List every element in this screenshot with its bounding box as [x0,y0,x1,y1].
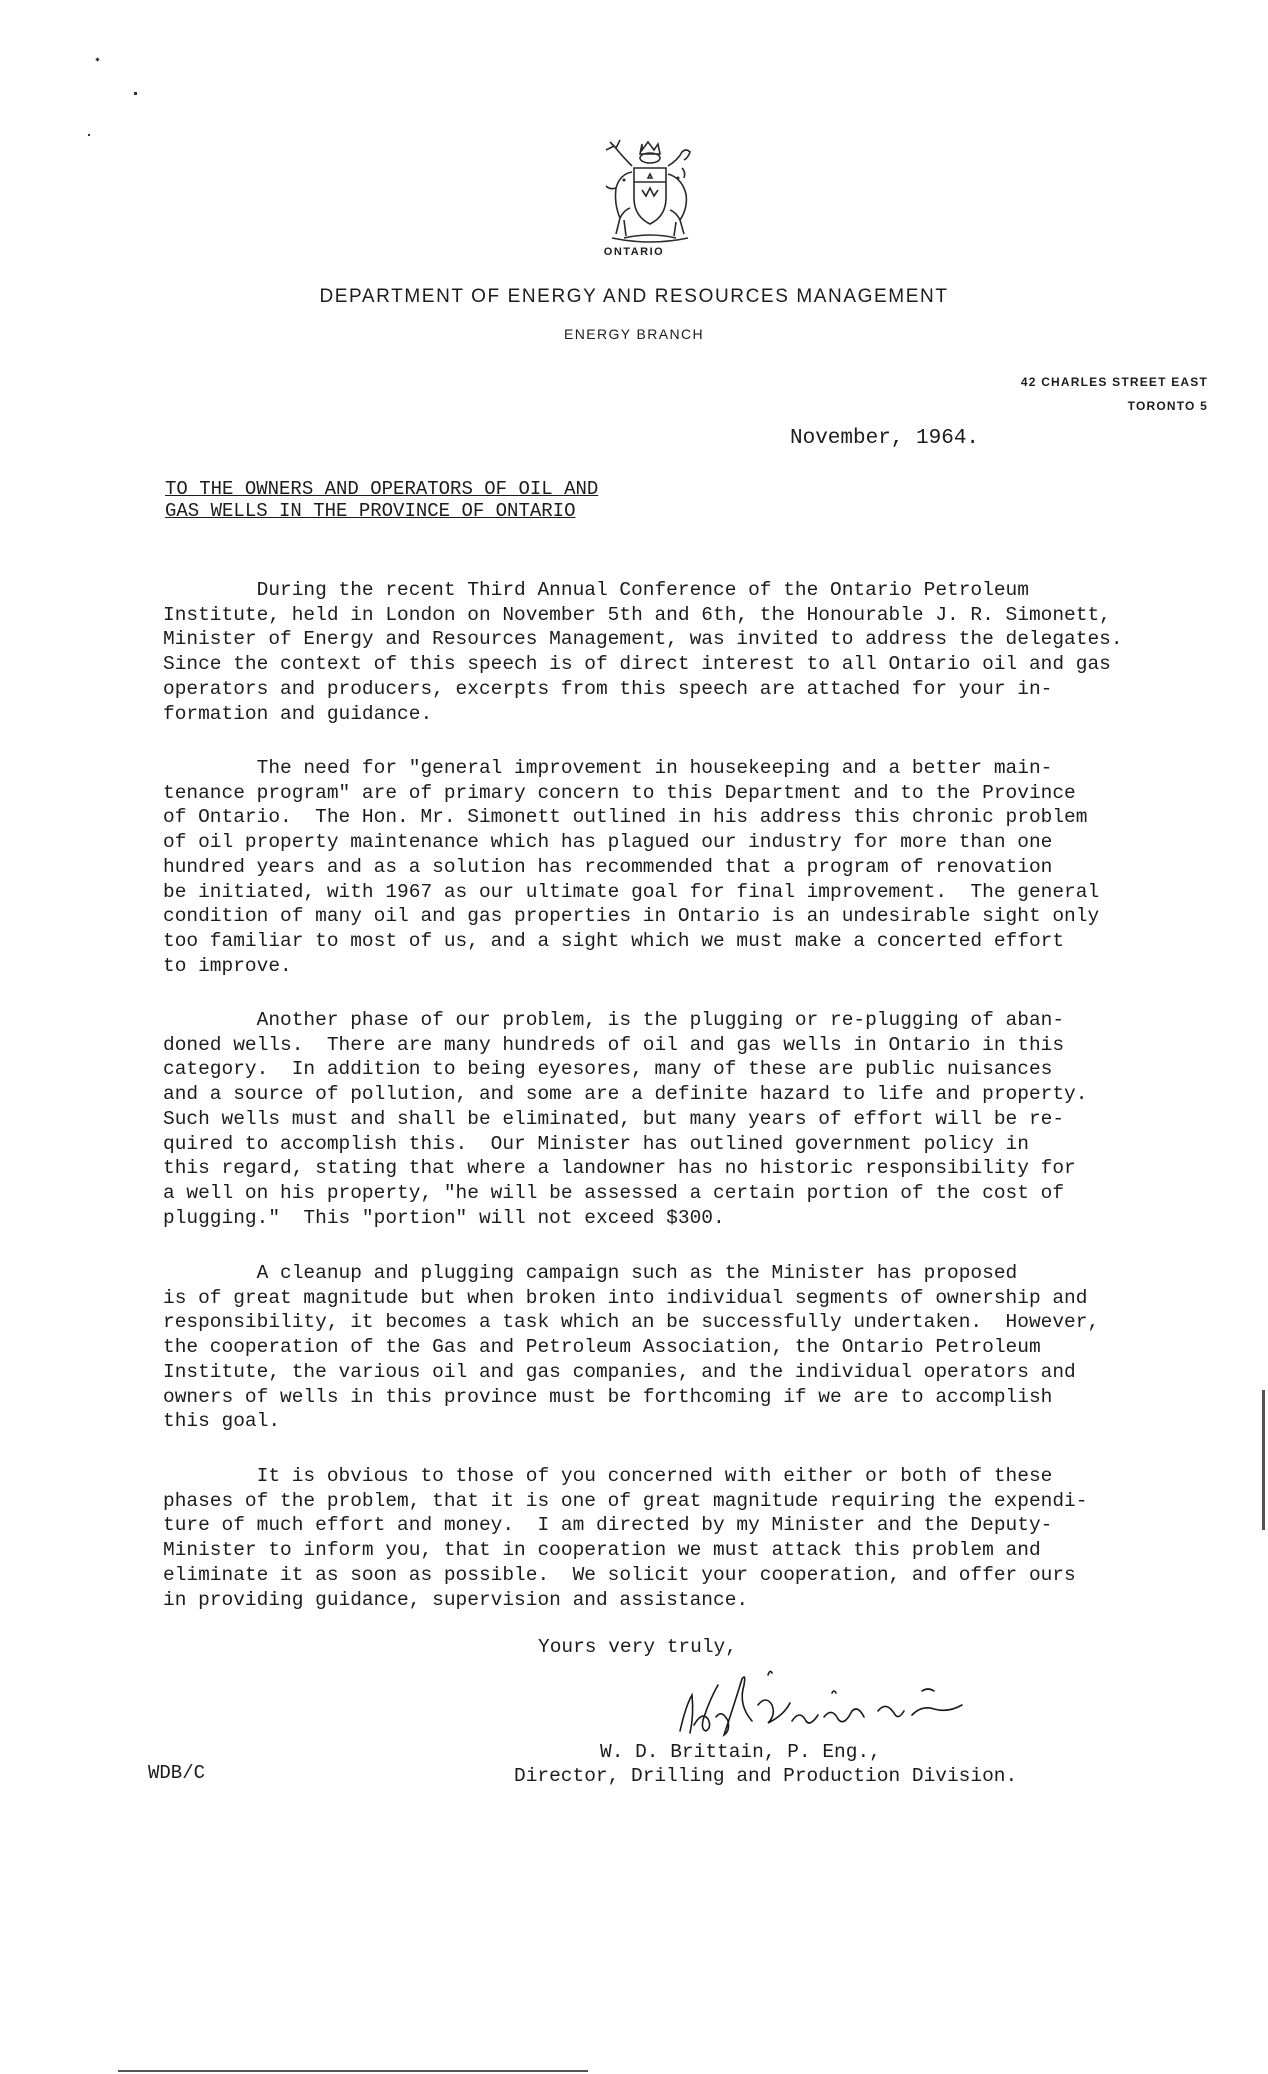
signer-name: W. D. Brittain, P. Eng., [600,1741,881,1763]
ontario-coat-of-arms-icon [594,138,706,250]
addressee-line: TO THE OWNERS AND OPERATORS OF OIL AND [165,478,599,500]
stray-mark [88,134,90,136]
addressee-line: GAS WELLS IN THE PROVINCE OF ONTARIO [165,500,576,522]
paragraph-line: to improve. [163,954,292,977]
paragraph-line: formation and guidance. [163,702,433,725]
paragraph-line: During the recent Third Annual Conference of the Ontario Petroleum [163,579,1029,601]
body-paragraph [163,756,1183,978]
paragraph-line: this regard, stating that where a landowner has no historic responsibility for [163,1157,1076,1180]
paragraph-line: be initiated, with 1967 as our ultimate goal for final improvement. The general [163,880,1100,903]
branch-name: ENERGY BRANCH [563,326,705,342]
paragraph-line: A cleanup and plugging campaign such as the Minister has proposed [163,1262,1018,1284]
closing-salutation: Yours very truly, [538,1636,737,1658]
paragraph-line: quired to accomplish this. Our Minister has outlined government policy in [163,1132,1029,1155]
handwritten-signature-icon [672,1665,1012,1745]
paragraph-line: phases of the problem, that it is one of great magnitude requiring the expendi- [163,1489,1088,1512]
paragraph-line: It is obvious to those of you concerned with either or both of these [163,1465,1053,1487]
paragraph-line: doned wells. There are many hundreds of oil and gas wells in Ontario in this [163,1033,1065,1056]
paragraph-line: category. In addition to being eyesores, many of these are public nuisances [163,1058,1053,1081]
signer-title: Director, Drilling and Production Division. [514,1765,1018,1787]
stray-mark [134,92,137,95]
address-line: 42 CHARLES STREET EAST [1020,375,1208,389]
body-paragraph [163,1261,1183,1434]
paragraph-line: the cooperation of the Gas and Petroleum Association, the Ontario Petroleum [163,1336,1041,1359]
paragraph-line: is of great magnitude but when broken into individual segments of ownership and [163,1286,1088,1309]
body-paragraph [163,1464,1183,1612]
paragraph-line: tenance program" are of primary concern to this Department and to the Province [163,781,1076,804]
addressee-block [165,478,598,522]
paragraph-line: too familiar to most of us, and a sight which we must make a concerted effort [163,929,1065,952]
paragraph-line: Another phase of our problem, is the plugging or re-plugging of aban- [163,1009,1065,1031]
province-name: ONTARIO [603,246,665,258]
paragraph-line: plugging." This "portion" will not exceed $300. [163,1206,725,1229]
paragraph-line: this goal. [163,1410,281,1433]
paragraph-line: condition of many oil and gas properties in Ontario is an undesirable sight only [163,905,1100,928]
signer-block [514,1740,1017,1788]
letter-date: November, 1964. [790,427,980,450]
department-address [1021,370,1208,418]
paragraph-line: Institute, held in London on November 5th and 6th, the Honourable J. R. Simonett, [163,603,1111,626]
department-name: DEPARTMENT OF ENERGY AND RESOURCES MANAGEMENT [319,286,949,307]
paragraph-line: ture of much effort and money. I am directed by my Minister and the Deputy- [163,1514,1053,1537]
body-paragraph [163,578,1183,726]
paragraph-line: Minister of Energy and Resources Management, was invited to address the delegates. [163,628,1123,651]
paragraph-line: operators and producers, excerpts from this speech are attached for your in- [163,677,1053,700]
paragraph-line: Such wells must and shall be eliminated, but many years of effort will be re- [163,1107,1065,1130]
paragraph-line: in providing guidance, supervision and assistance. [163,1588,749,1611]
paragraph-line: of oil property maintenance which has plagued our industry for more than one [163,831,1053,854]
paragraph-line: and a source of pollution, and some are a definite hazard to life and property. [163,1083,1088,1106]
paragraph-line: of Ontario. The Hon. Mr. Simonett outlined in his address this chronic problem [163,806,1088,829]
paragraph-line: Since the context of this speech is of direct interest to all Ontario oil and gas [163,653,1111,676]
body-paragraph [163,1008,1183,1230]
paragraph-line: Institute, the various oil and gas companies, and the individual operators and [163,1360,1076,1383]
stray-mark [95,57,99,61]
scan-edge-mark [1262,1390,1265,1530]
paragraph-line: eliminate it as soon as possible. We solicit your cooperation, and offer ours [163,1563,1076,1586]
paragraph-line: The need for "general improvement in housekeeping and a better main- [163,757,1053,779]
scan-bottom-rule [118,2070,588,2072]
typist-initials: WDB/C [148,1762,206,1784]
paragraph-line: responsibility, it becomes a task which an be successfully undertaken. However, [163,1311,1100,1334]
address-line: TORONTO 5 [1127,399,1208,413]
paragraph-line: Minister to inform you, that in cooperation we must attack this problem and [163,1539,1041,1562]
paragraph-line: hundred years and as a solution has recommended that a program of renovation [163,855,1053,878]
paragraph-line: a well on his property, "he will be assessed a certain portion of the cost of [163,1181,1065,1204]
paragraph-line: owners of wells in this province must be forthcoming if we are to accomplish [163,1385,1053,1408]
